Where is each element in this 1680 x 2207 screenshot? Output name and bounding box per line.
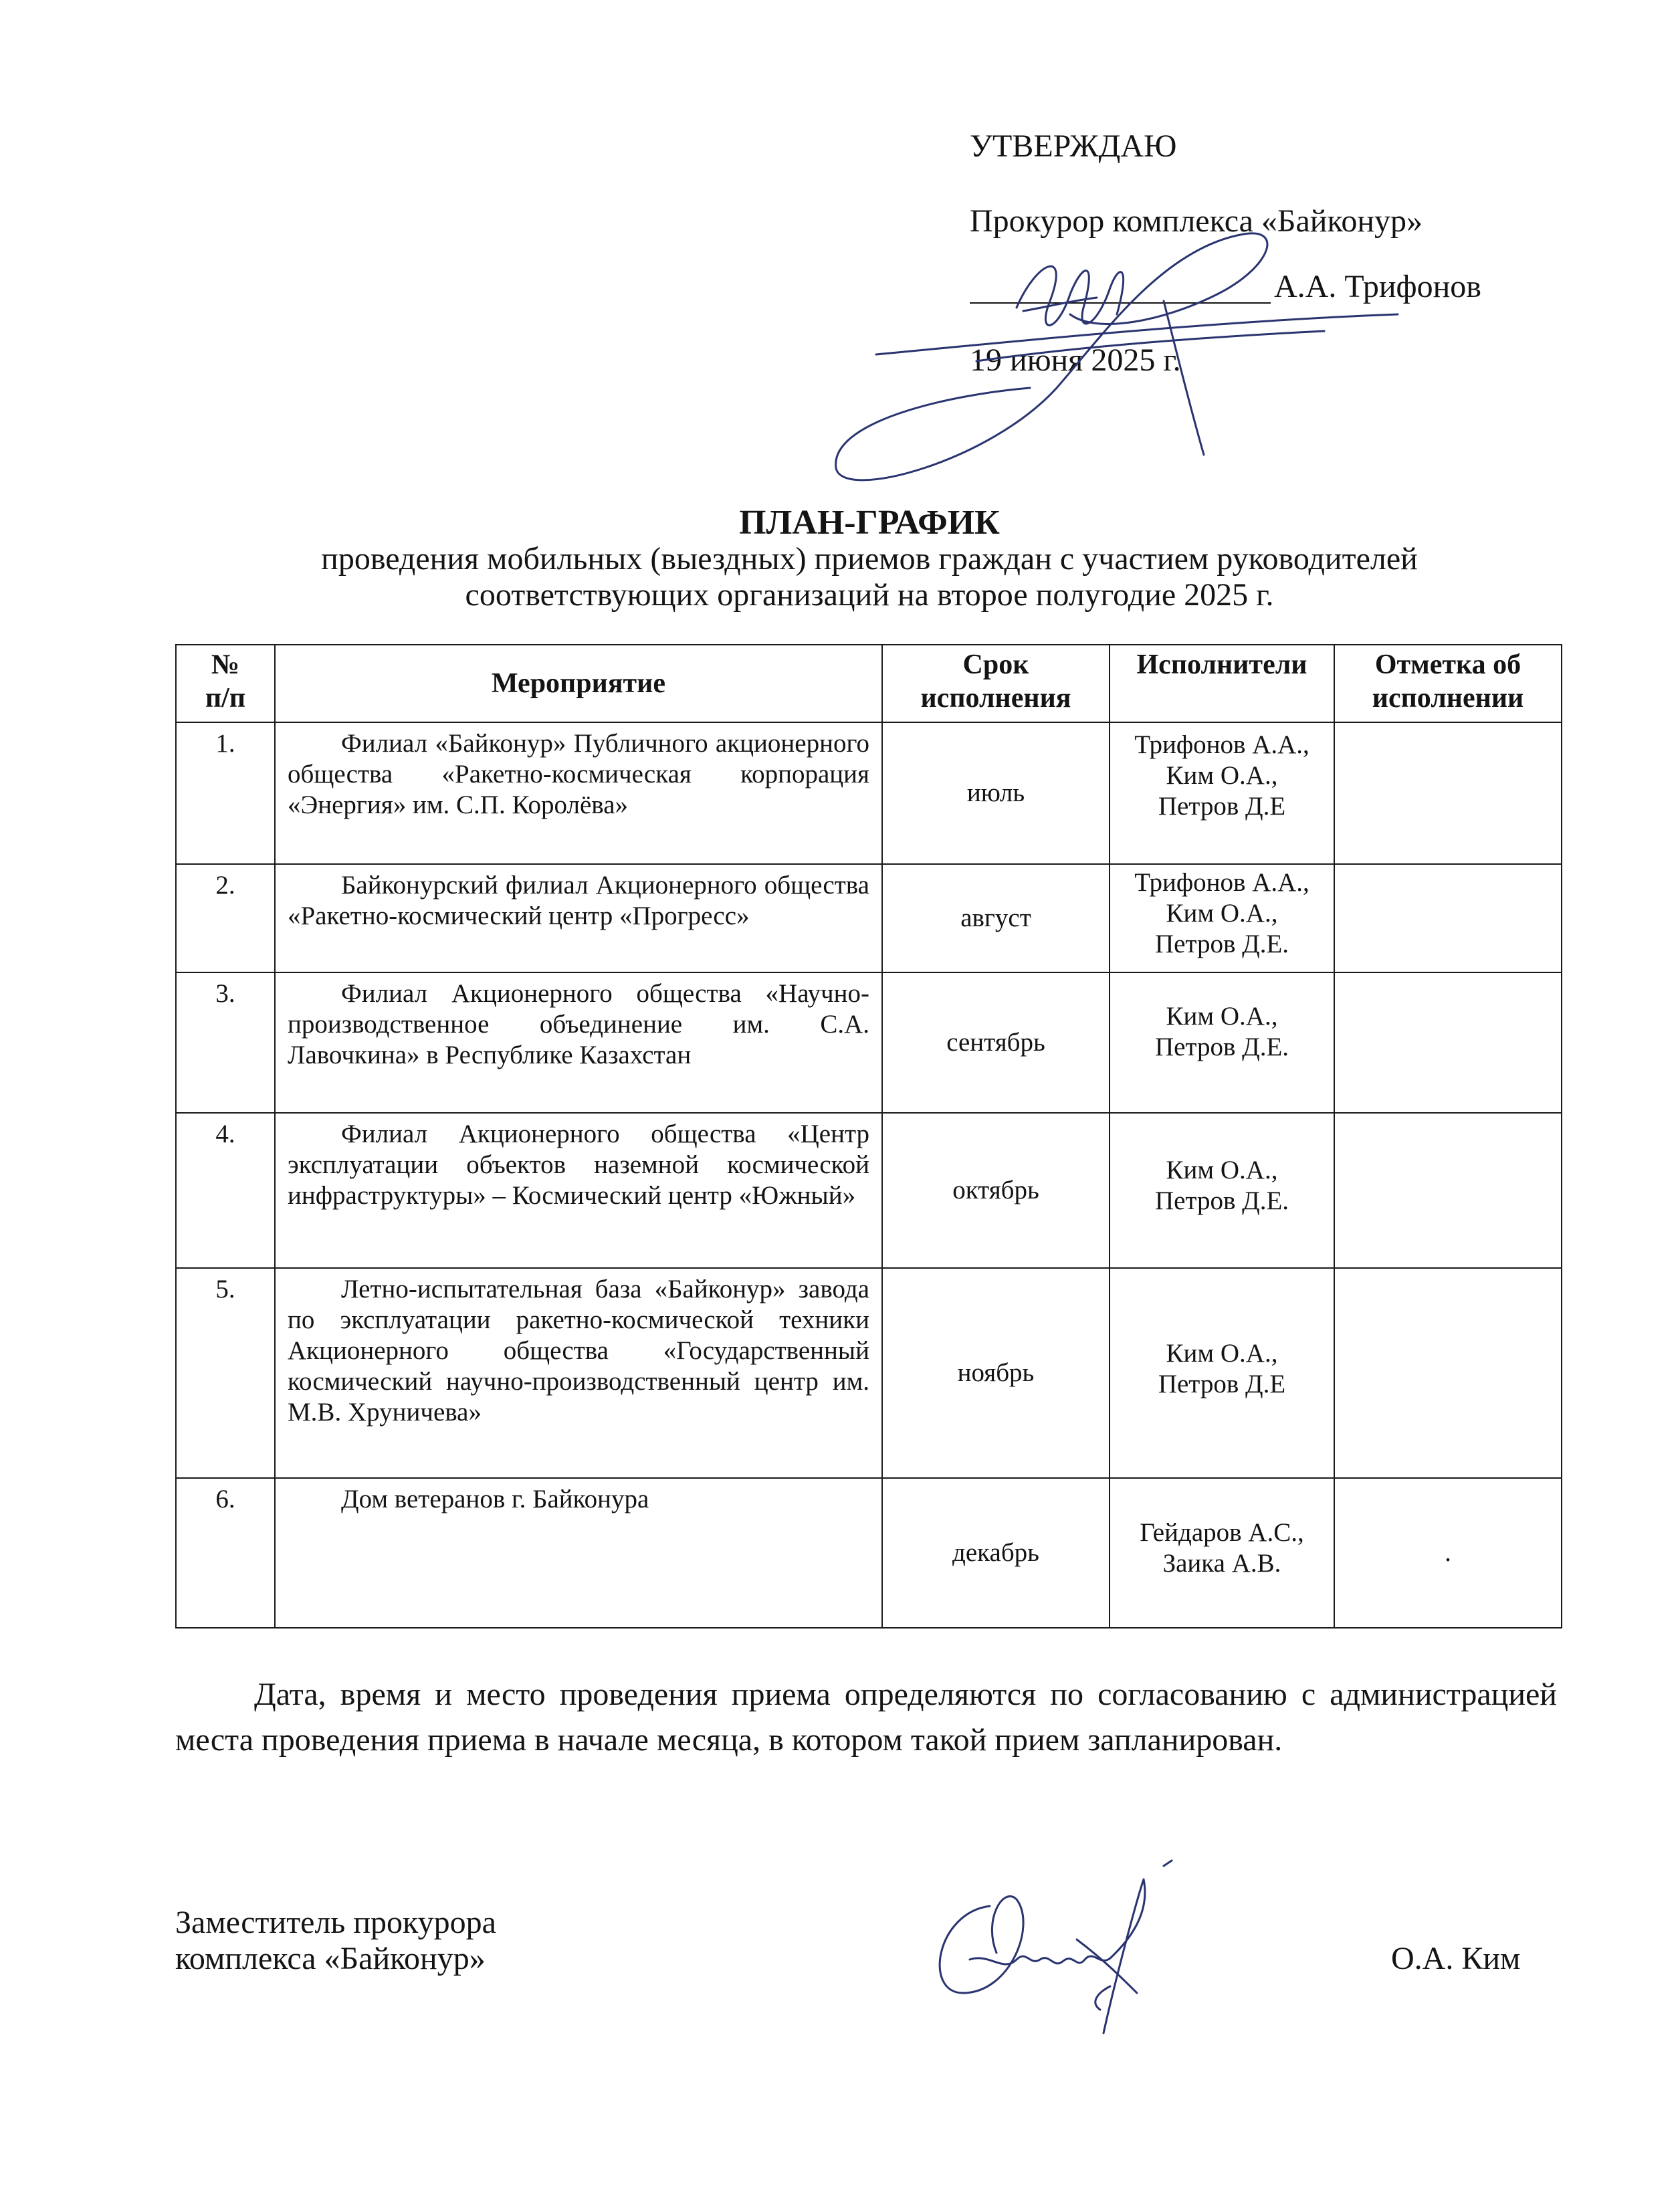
row-num: 5.: [176, 1268, 275, 1478]
signer-name: О.А. Ким: [1391, 1941, 1521, 1976]
row-term: июль: [882, 722, 1110, 864]
row-term: декабрь: [882, 1478, 1110, 1628]
row-num: 1.: [176, 722, 275, 864]
row-term: ноябрь: [882, 1268, 1110, 1478]
row-term: август: [882, 864, 1110, 972]
note-paragraph: Дата, время и место проведения приема определяются по согласованию с администрацией места проведения приема в начале месяца, в котором такой прием запланирован.: [175, 1677, 1557, 1758]
document-subtitle-line2: соответствующих организаций на второе полугодие 2025 г.: [465, 577, 1274, 613]
approval-date: 19 июня 2025 г.: [970, 342, 1181, 378]
row-num: 2.: [176, 864, 275, 972]
row-mark: [1334, 864, 1562, 972]
row-term: октябрь: [882, 1113, 1110, 1268]
schedule-table: [175, 644, 1562, 1628]
row-event: Летно-испытательная база «Байконур» завода по эксплуатации ракетно-космической техники Акционерного общества «Государственный космический научно-производственный центр им. М.В. Хруничева»: [275, 1268, 882, 1478]
row-mark: [1334, 722, 1562, 864]
row-event: Дом ветеранов г. Байконура: [275, 1478, 882, 1628]
row-performers: Трифонов А.А., Ким О.А., Петров Д.Е: [1110, 722, 1334, 864]
row-mark: [1334, 1268, 1562, 1478]
signer-position: [175, 1905, 496, 1977]
row-performers: Ким О.А., Петров Д.Е.: [1110, 972, 1334, 1113]
table-row: [176, 722, 1562, 864]
table-row: [176, 972, 1562, 1113]
row-num: 3.: [176, 972, 275, 1113]
row-mark: [1334, 972, 1562, 1113]
row-event: Филиал «Байконур» Публичного акционерного общества «Ракетно-космическая корпорация «Энергия» им. С.П. Королёва»: [275, 722, 882, 864]
row-mark: .: [1334, 1478, 1562, 1628]
row-performers: Ким О.А., Петров Д.Е.: [1110, 1113, 1334, 1268]
row-performers: Ким О.А., Петров Д.Е: [1110, 1268, 1334, 1478]
table-row: [176, 1268, 1562, 1478]
table-row: [176, 864, 1562, 972]
document-title: ПЛАН-ГРАФИК: [739, 504, 1000, 542]
signer-position-line1: Заместитель прокурора: [175, 1905, 496, 1940]
header-mark: Отметка об исполнении: [1334, 645, 1562, 722]
approval-label: УТВЕРЖДАЮ: [970, 128, 1177, 164]
row-event: Филиал Акционерного общества «Научно-производственное объединение им. С.А. Лавочкина» в Республике Казахстан: [275, 972, 882, 1113]
table-header-row: [176, 645, 1562, 722]
header-event: Мероприятие: [275, 645, 882, 722]
approval-position: Прокурор комплекса «Байконур»: [970, 203, 1423, 239]
signer-position-line2: комплекса «Байконур»: [175, 1941, 486, 1976]
row-performers: Гейдаров А.С., Заика А.В.: [1110, 1478, 1334, 1628]
row-event: Филиал Акционерного общества «Центр эксплуатации объектов наземной космической инфраструктуры» – Космический центр «Южный»: [275, 1113, 882, 1268]
header-term: Срок исполнения: [882, 645, 1110, 722]
row-event: Байконурский филиал Акционерного общества «Ракетно-космический центр «Прогресс»: [275, 864, 882, 972]
header-num: № п/п: [176, 645, 275, 722]
signer-signature-icon: [910, 1859, 1204, 2046]
header-performers: Исполнители: [1110, 645, 1334, 722]
row-num: 6.: [176, 1478, 275, 1628]
approval-name: А.А. Трифонов: [1274, 269, 1481, 304]
approval-signature-icon: [816, 221, 1418, 488]
row-term: сентябрь: [882, 972, 1110, 1113]
row-performers: Трифонов А.А., Ким О.А., Петров Д.Е.: [1110, 864, 1334, 972]
row-mark: [1334, 1113, 1562, 1268]
table-row: [176, 1478, 1562, 1628]
row-num: 4.: [176, 1113, 275, 1268]
table-row: [176, 1113, 1562, 1268]
document-subtitle-line1: проведения мобильных (выездных) приемов граждан с участием руководителей: [321, 541, 1418, 576]
